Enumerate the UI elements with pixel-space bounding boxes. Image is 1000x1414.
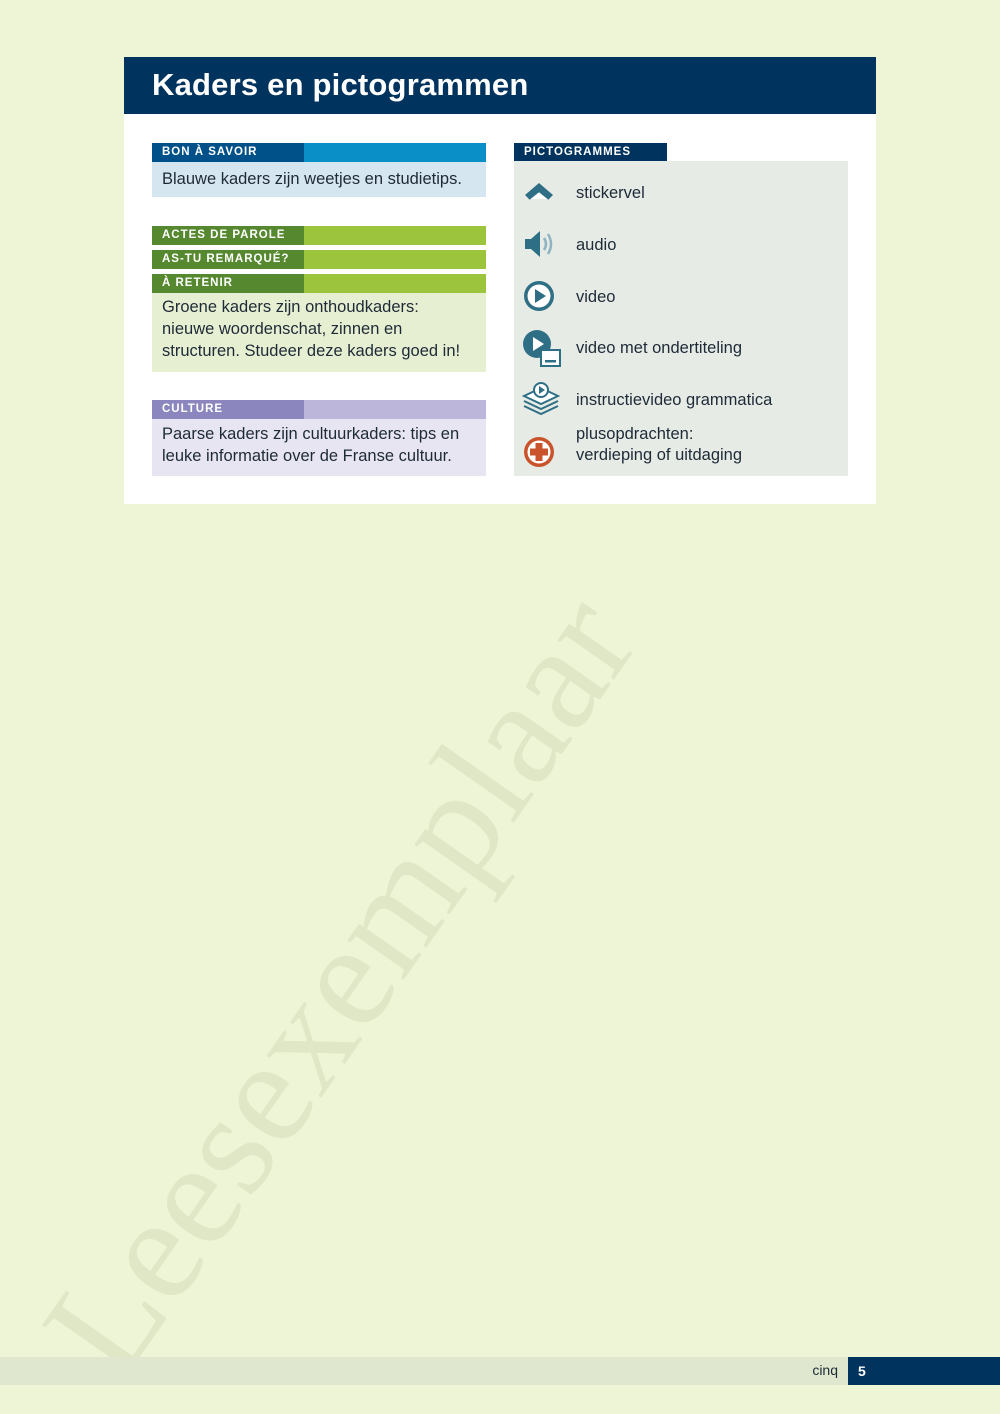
content-card — [124, 57, 876, 504]
pictogrammes-panel: stickervel audio video video met ondertiteling instructievideo grammatica plusopdrachten: verdieping of uitdaging — [514, 161, 848, 476]
audio-icon — [522, 227, 556, 261]
green-box-text: Groene kaders zijn onthoudkaders: nieuwe woordenschat, zinnen en structuren. Studeer deze kaders goed in! — [152, 293, 486, 372]
a-retenir-label: À RETENIR — [152, 274, 486, 293]
sticker-icon — [522, 175, 556, 209]
actes-de-parole-label: ACTES DE PAROLE — [152, 226, 486, 245]
watermark-text: Leesexemplaar — [11, 565, 668, 1404]
instruction-video-stack-icon — [522, 381, 560, 419]
title-bar — [124, 57, 876, 114]
plus-icon — [522, 435, 556, 469]
page-title: Kaders en pictogrammen — [152, 67, 529, 102]
footer — [0, 1357, 1000, 1385]
page-number: 5 — [848, 1357, 1000, 1385]
culture-label: CULTURE — [152, 400, 486, 419]
bon-a-savoir-label: BON À SAVOIR — [152, 143, 486, 162]
as-tu-remarque-label: AS-TU REMARQUÉ? — [152, 250, 486, 269]
video-play-icon — [522, 279, 556, 313]
culture-box-text: Paarse kaders zijn cultuurkaders: tips en leuke informatie over de Franse cultuur. — [152, 419, 486, 476]
pictogrammes-label: PICTOGRAMMES — [514, 143, 667, 162]
video-subtitle-icon — [522, 329, 562, 369]
footer-page-word: cinq — [812, 1362, 838, 1378]
bon-a-savoir-text: Blauwe kaders zijn weetjes en studietips. — [152, 162, 486, 197]
